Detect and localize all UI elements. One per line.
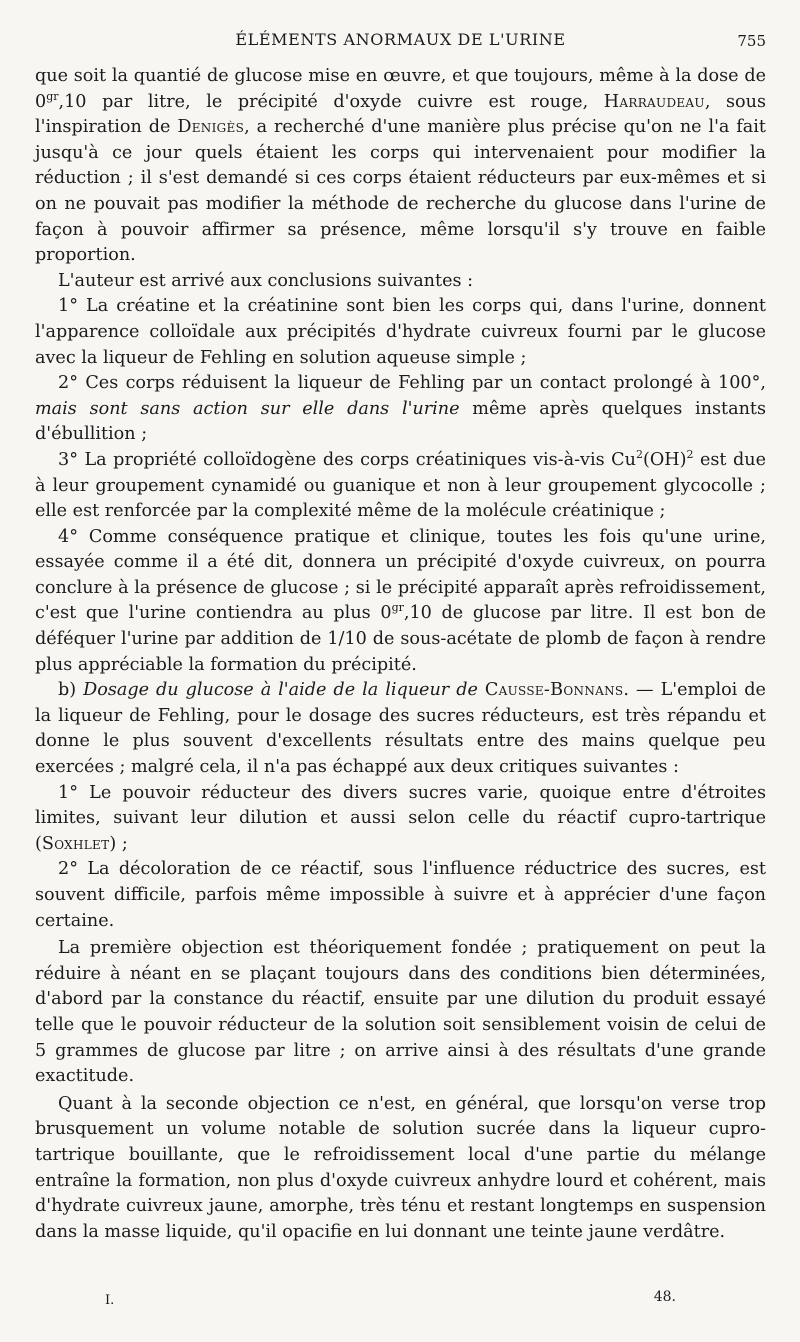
italic-text: mais sont sans action sur elle dans l'urine [35,398,460,419]
page-footer [35,1290,766,1310]
text-run: 1° Le pouvoir réducteur des divers sucres varie, quoique entre d'étroites limites, suivant leur dilution et aussi selon celle du réactif cupro-tartrique ( [35,782,766,854]
paragraph [35,857,766,934]
superscript: gr [46,89,59,103]
text-run: ,10 de glucose par litre. Il est bon de déféquer l'urine par addition de 1/10 de sous-acétate de plomb de façon à rendre plus appréciable la formation du précipité. [35,603,766,675]
text-run: 3° La propriété colloïdogène des corps créatiniques vis-à-vis Cu [58,449,636,470]
text-run: 2° Ces corps réduisent la liqueur de Fehling par un contact prolongé à 100°, [58,373,766,394]
text-run: 4° Comme conséquence pratique et clinique, toutes les fois qu'une urine, essayée comme il a été dit, donnera un précipité d'oxyde cuivreux, on pourra conclure à la présence de glucose ; si le précipité apparaît après refroidissement, c'est que l'urine contiendra au plus 0 [35,526,766,624]
text-run: , a recherché d'une manière plus précise qu'on ne l'a fait jusqu'à ce jour quels étaient les corps qui intervenaient pour modifier la réduction ; il s'est demandé si ces corps étaient réducteurs par eux-mêmes et si on ne pouvait pas modifier la méthode de recherche du glucose dans l'urine de façon à pouvoir affirmer sa présence, même lorsqu'il s'y trouve en faible proportion. [35,117,766,266]
paragraph [35,269,766,295]
body-text [35,64,766,1245]
author-name: Causse-Bonnans [484,680,624,701]
author-name: Harraudeau [603,91,705,112]
paragraph [35,371,766,448]
author-name: Soxhlet [41,833,110,854]
paragraph [35,64,766,269]
paragraph [35,936,766,1090]
text-run: 2° La décoloration de ce réactif, sous l'influence réductrice des sucres, est souvent difficile, parfois même impossible à suivre et à apprécier d'une façon certaine. [35,859,766,931]
text-run: est due à leur groupement cynamidé ou guanique et non à leur groupement glycocolle ; elle est renforcée par la complexité même de la molécule créatinique ; [35,449,767,522]
paragraph [35,294,766,371]
italic-text: Dosage du glucose à l'aide de la liqueur de [83,680,485,701]
text-run: Quant à la seconde objection ce n'est, en général, que lorsqu'on verse trop brusquement un volume notable de solution sucrée dans la liqueur cupro-tartrique bouillante, que le refroidissement local d'une partie du mélange entraîne la formation, non plus d'oxyde cuivreux anhydre lourd et cohérent, mais d'hydrate cuivreux jaune, amorphe, très ténu et restant longtemps en suspension dans la masse liquide, qu'il opacifie en lui donnant une teinte jaune verdâtre. [35,1093,766,1242]
paragraph [35,781,766,858]
signature-mark-left: I. [105,1293,115,1308]
text-run: (OH) [642,449,687,470]
text-run: b) [58,680,84,701]
text-run: . — L'emploi de la liqueur de Fehling, pour le dosage des sucres réducteurs, est très répandu et donne le plus souvent d'excellents résultats entre des mains quelque peu exercées ; malgré cela, il n'a pas échappé aux deux critiques suivantes : [35,680,766,778]
running-title: ÉLÉMENTS ANORMAUX DE L'URINE [235,30,566,49]
text-run: ,10 par litre, le précipité d'oxyde cuivre est rouge, [58,91,604,112]
text-run: L'auteur est arrivé aux conclusions suivantes : [58,270,474,291]
superscript: 2 [635,448,643,462]
paragraph [35,678,766,780]
text-run: , sous l'inspiration de [35,91,766,138]
running-header [35,28,766,52]
text-run: 1° La créatine et la créatinine sont bien les corps qui, dans l'urine, donnent l'apparence colloïdale aux précipités d'hydrate cuivreux fourni par le glucose avec la liqueur de Fehling en solution aqueuse simple ; [35,296,766,368]
page-number: 755 [737,32,766,50]
text-run: même après quelques instants d'ébullition ; [35,398,766,445]
paragraph [35,525,766,679]
superscript: gr [391,601,404,615]
paragraph [35,1092,766,1246]
superscript: 2 [686,448,694,462]
text-run: ) ; [109,833,128,854]
signature-mark-right: 48. [653,1289,676,1305]
text-run: La première objection est théoriquement fondée ; pratiquement on peut la réduire à néant en se plaçant toujours dans des conditions bien déterminées, d'abord par la constance du réactif, ensuite par une dilution du produit essayé telle que le pouvoir réducteur de la solution soit sensiblement voisin de celui de 5 grammes de glucose par litre ; on arrive ainsi à des résultats d'une grande exactitude. [35,938,766,1087]
text-run: que soit la quantié de glucose mise en œuvre, et que toujours, même à la dose de 0 [35,66,766,112]
author-name: Denigès [177,117,245,138]
paragraph [35,448,766,525]
